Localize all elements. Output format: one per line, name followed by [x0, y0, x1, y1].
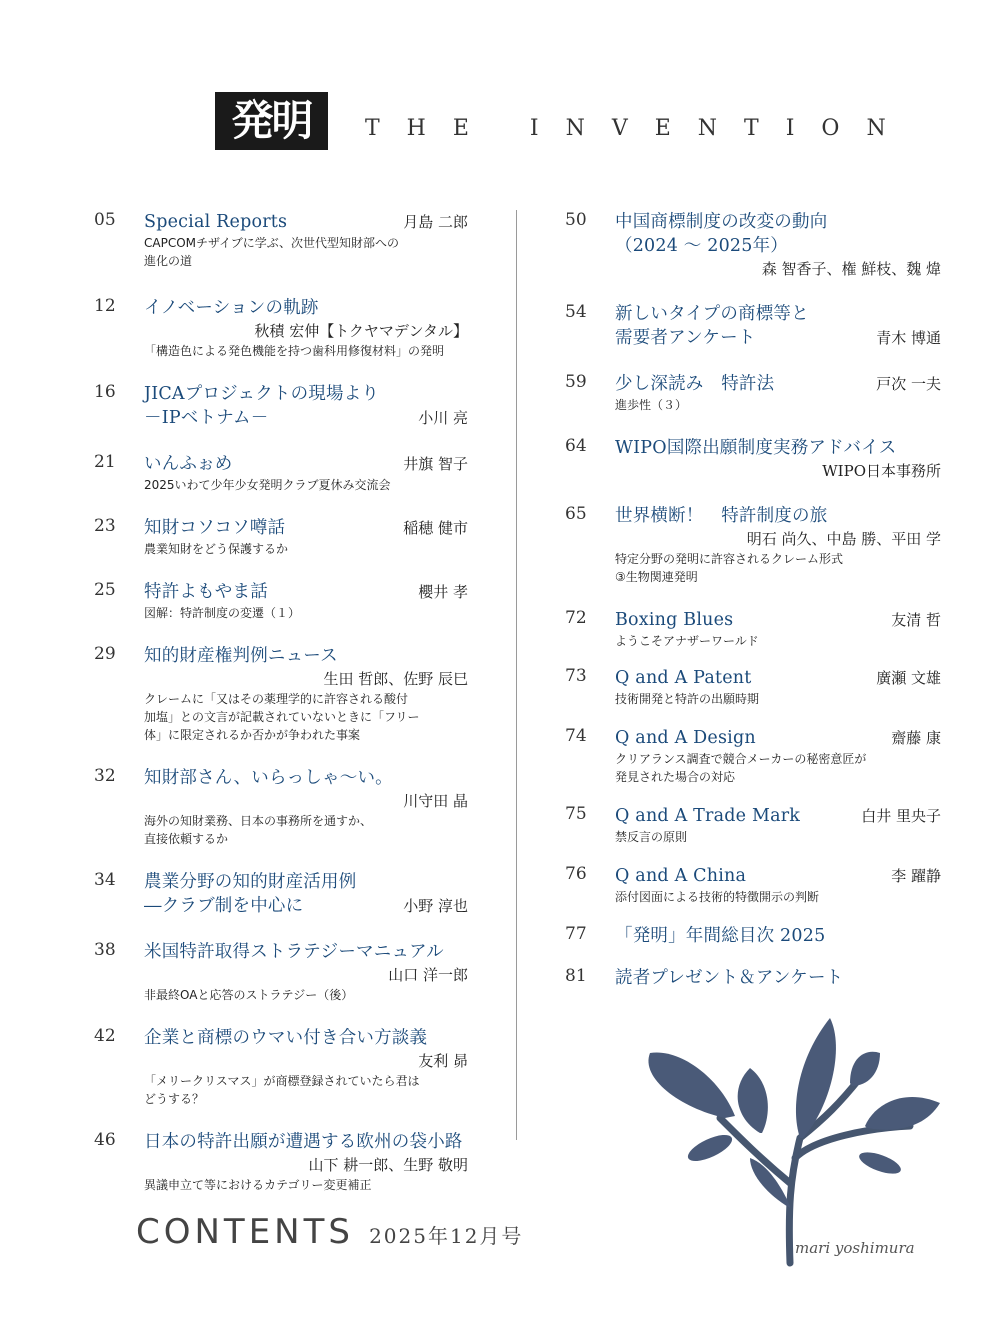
leaf-1 — [648, 1052, 735, 1118]
article-subtitle: ③生物関連発明 — [615, 570, 698, 584]
toc-entry[interactable] — [94, 516, 468, 558]
article-subtitle: 進歩性（３） — [615, 398, 688, 412]
magazine-subtitle: THE INVENTION — [365, 116, 913, 141]
toc-entry[interactable] — [565, 372, 941, 414]
page-number: 75 — [565, 804, 587, 824]
article-title[interactable]: （2024 〜 2025年） — [615, 236, 788, 256]
toc-entry[interactable] — [565, 436, 941, 482]
leaf-illustration — [640, 1008, 950, 1278]
toc-entry[interactable] — [565, 804, 941, 846]
article-title[interactable]: 読者プレゼント＆アンケート — [615, 968, 844, 988]
article-subtitle: クレームに「又はその薬理学的に許容される酸付 — [144, 692, 409, 706]
article-subtitle: 「構造色による発色機能を持つ歯科用修復材料」の発明 — [144, 344, 445, 358]
footer — [136, 1212, 523, 1252]
article-subtitle: ようこそアナザーワールド — [615, 634, 759, 648]
article-title[interactable]: Special Reports — [144, 212, 288, 232]
toc-entry[interactable] — [94, 644, 468, 744]
masthead — [215, 92, 913, 154]
page-number: 54 — [565, 302, 587, 322]
article-subtitle: 添付図面による技術的特徴開示の判断 — [615, 890, 820, 904]
article-subtitle: 「メリークリスマス」が商標登録されていたら君は — [144, 1074, 420, 1088]
article-author: 友利 昴 — [418, 1052, 468, 1070]
page-number: 25 — [94, 580, 116, 600]
article-title[interactable]: ―クラブ制を中心に — [144, 896, 304, 916]
toc-entry[interactable] — [565, 302, 941, 350]
toc-entry[interactable] — [94, 580, 468, 622]
article-subtitle: 海外の知財業務、日本の事務所を通すか、 — [144, 814, 373, 828]
leaf-8 — [857, 1148, 904, 1178]
magazine-logo: 発明 — [215, 92, 328, 150]
toc-entry[interactable] — [94, 1026, 468, 1108]
column-divider — [516, 210, 517, 1140]
page-number: 50 — [565, 210, 587, 230]
article-subtitle: 進化の道 — [144, 254, 193, 268]
article-author: 青木 博通 — [876, 329, 941, 347]
article-title[interactable]: Q and A China — [615, 866, 747, 886]
toc-entry[interactable] — [565, 608, 941, 650]
contents-label: CONTENTS — [136, 1212, 354, 1252]
page-number: 42 — [94, 1026, 116, 1046]
artist-signature: mari yoshimura — [795, 1239, 915, 1257]
article-author: 明石 尚久、中島 勝、平田 学 — [746, 530, 941, 548]
article-author: 秋積 宏伸【トクヤマデンタル】 — [254, 322, 468, 340]
page-number: 21 — [94, 452, 116, 472]
article-author: 小野 淳也 — [403, 897, 468, 915]
toc-entry[interactable] — [94, 452, 468, 494]
article-author: 櫻井 孝 — [418, 583, 468, 601]
toc-entry[interactable] — [565, 924, 941, 948]
article-author: 井旗 智子 — [403, 455, 468, 473]
article-subtitle: 加塩」との文言が記載されていないときに「フリー — [144, 710, 420, 724]
page-number: 72 — [565, 608, 587, 628]
article-title[interactable]: 米国特許取得ストラテジーマニュアル — [144, 942, 444, 962]
article-subtitle: 発見された場合の対応 — [615, 770, 736, 784]
article-subtitle: どうする？ — [144, 1092, 205, 1106]
toc-entry[interactable] — [565, 864, 941, 906]
article-title[interactable]: 特許よもやま話 — [144, 582, 268, 602]
page-number: 77 — [565, 924, 587, 944]
article-title[interactable]: Boxing Blues — [615, 610, 734, 630]
page-number: 81 — [565, 966, 587, 986]
article-title[interactable]: 新しいタイプの商標等と — [615, 304, 809, 324]
page-number: 59 — [565, 372, 587, 392]
leaf-4 — [850, 1052, 880, 1086]
toc-entry[interactable] — [565, 210, 941, 280]
page-number: 16 — [94, 382, 116, 402]
article-subtitle: 図解：特許制度の変遷（１） — [144, 606, 301, 620]
article-title[interactable]: －IPベトナム－ — [144, 408, 269, 428]
page-number: 74 — [565, 726, 587, 746]
leaf-7 — [684, 1130, 735, 1167]
article-title[interactable]: 「発明」年間総目次 2025 — [615, 926, 826, 946]
toc-entry[interactable] — [94, 940, 468, 1004]
article-author: 森 智香子、権 鮮枝、魏 煒 — [761, 260, 941, 278]
page-number: 05 — [94, 210, 116, 230]
article-title[interactable]: 中国商標制度の改変の動向 — [615, 212, 828, 232]
page-number: 65 — [565, 504, 587, 524]
page-number: 34 — [94, 870, 116, 890]
article-title[interactable]: Q and A Patent — [615, 668, 752, 688]
article-author: 廣瀬 文雄 — [876, 669, 941, 687]
article-title[interactable]: 知財部さん、いらっしゃ〜い。 — [144, 768, 393, 788]
toc-entry[interactable] — [565, 726, 941, 786]
article-title[interactable]: 需要者アンケート — [615, 328, 756, 348]
article-subtitle: 直接依頼するか — [144, 832, 229, 846]
page-number: 32 — [94, 766, 116, 786]
article-title[interactable]: Q and A Trade Mark — [615, 806, 801, 826]
article-author: 白井 里央子 — [861, 807, 941, 825]
toc-entry[interactable] — [94, 210, 468, 270]
article-author: 月島 二郎 — [403, 213, 468, 231]
article-author: 戸次 一夫 — [876, 375, 941, 393]
page-number: 76 — [565, 864, 587, 884]
article-author: 川守田 晶 — [403, 792, 468, 810]
article-author: 山下 耕一郎、生野 敬明 — [308, 1156, 468, 1174]
article-title[interactable]: WIPO国際出願制度実務アドバイス — [615, 438, 897, 458]
leaf-2 — [738, 1068, 768, 1133]
page-number: 12 — [94, 296, 116, 316]
article-title[interactable]: 企業と商標のウマい付き合い方談義 — [144, 1028, 428, 1048]
toc-entry[interactable] — [94, 296, 468, 360]
article-author: 生田 哲郎、佐野 辰巳 — [323, 670, 468, 688]
article-author: 小川 亮 — [418, 409, 468, 427]
page-number: 29 — [94, 644, 116, 664]
article-title[interactable]: 知財コソコソ噂話 — [144, 518, 286, 538]
toc-entry[interactable] — [565, 966, 941, 990]
contents-column-right — [565, 210, 941, 990]
article-author: 齋藤 康 — [891, 729, 941, 747]
toc-entry[interactable] — [565, 504, 941, 586]
article-title[interactable]: 農業分野の知的財産活用例 — [144, 872, 357, 892]
article-subtitle: 技術開発と特許の出願時期 — [615, 692, 760, 706]
article-title[interactable]: Q and A Design — [615, 728, 756, 748]
contents-column-left — [94, 210, 468, 1194]
article-subtitle: 禁反言の原則 — [615, 830, 688, 844]
leaf-3 — [796, 1018, 836, 1138]
toc-entry[interactable] — [94, 870, 468, 918]
page-number: 38 — [94, 940, 116, 960]
article-title[interactable]: 世界横断！ 特許制度の旅 — [615, 506, 828, 526]
article-subtitle: 2025いわて少年少女発明クラブ夏休み交流会 — [144, 478, 391, 492]
leaf-5 — [865, 1097, 940, 1130]
toc-entry[interactable] — [94, 382, 468, 430]
article-title[interactable]: 知的財産権判例ニュース — [144, 646, 338, 666]
article-author: 山口 洋一郎 — [388, 966, 468, 984]
article-author: 李 躍静 — [891, 867, 941, 885]
article-subtitle: 農業知財をどう保護するか — [144, 542, 289, 556]
article-subtitle: 特定分野の発明に許容されるクレーム形式 — [615, 552, 844, 566]
page-number: 73 — [565, 666, 587, 686]
page-number: 46 — [94, 1130, 116, 1150]
article-author: 稲穂 健市 — [403, 519, 468, 537]
toc-entry[interactable] — [565, 666, 941, 708]
article-subtitle: CAPCOMチザイブに学ぶ、次世代型知財部への — [144, 236, 400, 250]
article-subtitle: クリアランス調査で競合メーカーの秘密意匠が — [615, 752, 867, 766]
article-title[interactable]: イノベーションの軌跡 — [144, 298, 319, 318]
toc-entry[interactable] — [94, 766, 468, 848]
issue-date: 2025年12月号 — [369, 1224, 524, 1248]
page-number: 64 — [565, 436, 587, 456]
article-subtitle: 異議申立て等におけるカテゴリー変更補正 — [144, 1178, 372, 1192]
article-title[interactable]: いんふぉめ — [144, 454, 233, 474]
article-author: WIPO日本事務所 — [822, 462, 941, 480]
article-subtitle: 体」に限定されるか否かが争われた事案 — [144, 728, 361, 742]
article-title[interactable]: 日本の特許出願が遭遇する欧州の袋小路 — [144, 1132, 463, 1152]
article-author: 友清 哲 — [891, 611, 941, 629]
article-title[interactable]: 少し深読み 特許法 — [615, 374, 775, 394]
page-number: 23 — [94, 516, 116, 536]
article-title[interactable]: JICAプロジェクトの現場より — [144, 384, 380, 404]
toc-entry[interactable] — [94, 1130, 468, 1194]
article-subtitle: 非最終OAと応答のストラテジー（後） — [144, 988, 354, 1002]
